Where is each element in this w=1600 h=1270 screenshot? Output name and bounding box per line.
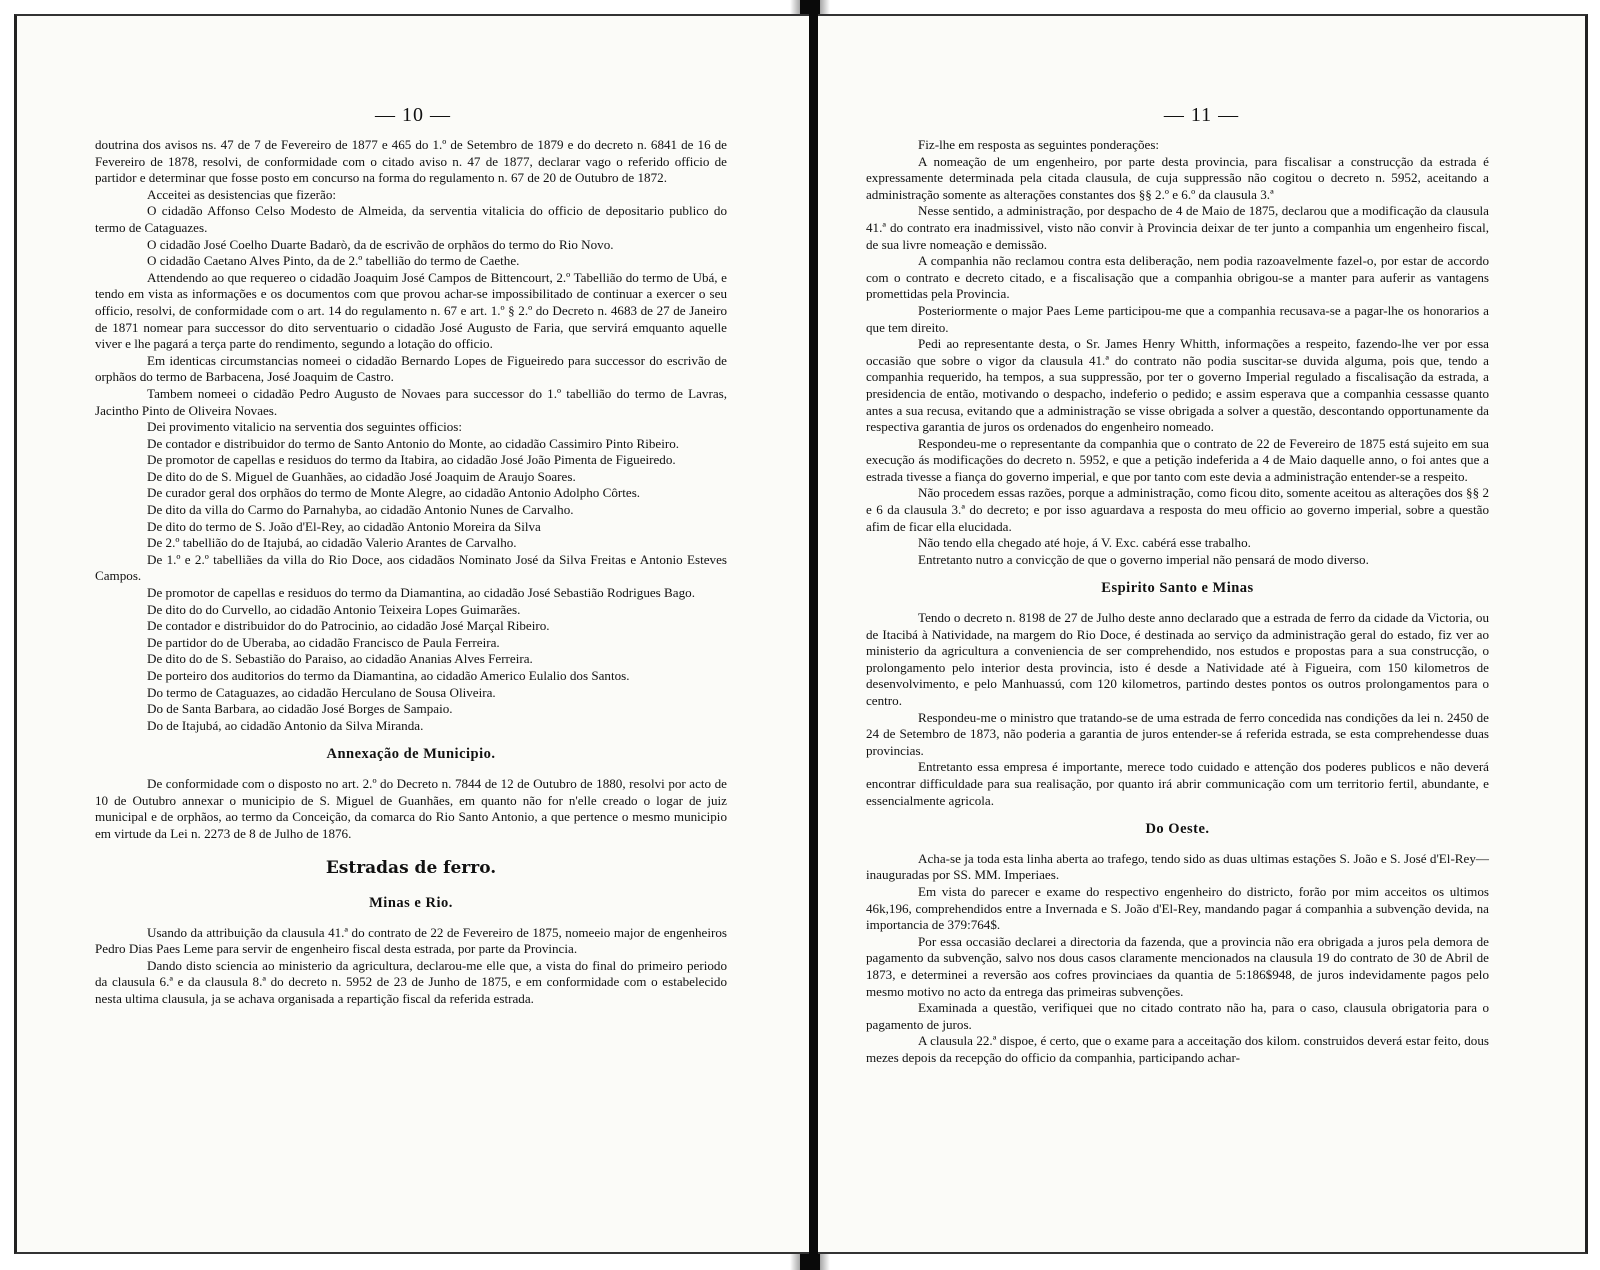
- paragraph: De conformidade com o disposto no art. 2.º do Decreto n. 7844 de 12 de Outubro de 1880, resolvi por acto de 10 de Outubro annexar o municipio de S. Miguel de Guanhães, em quanto não for n'elle creado o logar de juiz municipal e de orphãos, ao termo da Conceição, da comarca do Rio Santo Antonio, a que pertence o mesmo municipio em virtude da Lei n. 2273 de 8 de Julho de 1876.: [95, 775, 727, 841]
- section-heading-minas-rio: Minas e Rio.: [369, 894, 453, 911]
- paragraph: Não tendo ella chegado até hoje, á V. Exc. cabérá esse trabalho.: [918, 535, 1251, 551]
- section-heading-oeste: Do Oeste.: [1145, 821, 1210, 838]
- list-item: De promotor de capellas e residuos do termo da Diamantina, ao cidadão José Sebastião Rodrigues Bago.: [147, 585, 695, 601]
- paragraph: A nomeação de um engenheiro, por parte desta provincia, para fiscalisar a construcção da estrada é expressamente determinada pela citada clausula, de cuja suppressão não cogitou o decreto n. 5952, aceitando a administração somente as alterações constantes dos §§ 2.º e 6.º da clausula 3.ª: [866, 153, 1489, 202]
- paragraph: Dando disto sciencia ao ministerio da agricultura, declarou-me elle que, a vista do final do primeiro periodo da clausula 6.ª e da clausula 8.ª do decreto n. 5952 de 23 de Junho de 1875, e em conformidade com o estabelecido nesta ultima clausula, ja se achava organisada a repartição fiscal da referida estrada.: [95, 957, 727, 1006]
- paragraph: Entretanto essa empresa é importante, merece todo cuidado e attenção dos poderes publicos e não deverá encontrar difficuldade para sua realisação, por quanto irá abrir communicação com um territorio fertil, abundante, e essencialmente agricola.: [866, 759, 1489, 808]
- list-item: De dito do termo de S. João d'El-Rey, ao cidadão Antonio Moreira da Silva: [147, 518, 541, 534]
- paragraph: Tambem nomeei o cidadão Pedro Augusto de Novaes para successor do 1.º tabellião do termo de Lavras, Jacintho Pinto de Oliveira Novaes.: [95, 385, 727, 418]
- page-number-left: — 10 —: [375, 104, 451, 126]
- left-page: [14, 14, 809, 1254]
- paragraph: O cidadão Caetano Alves Pinto, da de 2.º tabellião do termo de Caethe.: [147, 253, 520, 269]
- list-item: De dito do de S. Sebastião do Paraiso, ao cidadão Ananias Alves Ferreira.: [147, 651, 533, 667]
- list-item: De partidor do de Uberaba, ao cidadão Francisco de Paula Ferreira.: [147, 634, 500, 650]
- paragraph: Usando da attribuição da clausula 41.ª do contrato de 22 de Fevereiro de 1875, nomeeio major de engenheiros Pedro Dias Paes Leme para servir de engenheiro fiscal desta estrada, por parte da Provincia.: [95, 924, 727, 957]
- paragraph: A clausula 22.ª dispoe, é certo, que o exame para a acceitação dos kilom. construidos deverá estar feito, dous mezes depois da recepção do officio da companhia, participando achar-: [866, 1033, 1489, 1065]
- paragraph: Entretanto nutro a convicção de que o governo imperial não pensará de modo diverso.: [918, 551, 1369, 567]
- paragraph: Attendendo ao que requereo o cidadão Joaquim José Campos de Bittencourt, 2.º Tabellião do termo de Ubá, e tendo em vista as informações e os documentos com que provou achar-se impossibilitado de continuar a exercer o seu officio, resolvi, de conformidade com o art. 14 do regulamento n. 67 e art. 1.º § 2.º do Decreto n. 4683 de 27 de Janeiro de 1871 nomear para successor do dito serventuario o cidadão José Augusto de Faria, que servirá emquanto aquelle viver e lhe pagará a terça parte do rendimento, segundo a lotação do officio.: [95, 269, 727, 352]
- list-item: De 2.º tabellião do de Itajubá, ao cidadão Valerio Arantes de Carvalho.: [147, 535, 517, 551]
- paragraph: Respondeu-me o ministro que tratando-se de uma estrada de ferro concedida nas condições da lei n. 2450 de 24 de Setembro de 1873, não poderia a garantia de juros entender-se á referida estrada, se esta comprehendesse duas provincias.: [866, 709, 1489, 758]
- list-item: De contador e distribuidor do do Patrocinio, ao cidadão José Marçal Ribeiro.: [147, 618, 550, 634]
- paragraph: Fiz-lhe em resposta as seguintes ponderações:: [918, 137, 1160, 152]
- paragraph: O cidadão Affonso Celso Modesto de Almeida, da serventia vitalicia do officio de depositario publico do termo de Cataguazes.: [95, 203, 727, 235]
- right-page-body: [866, 137, 1489, 1066]
- paragraph: Examinada a questão, verifiquei que no citado contrato não ha, para o caso, clausula obrigatoria para o pagamento de juros.: [866, 1000, 1489, 1032]
- list-item: De contador e distribuidor do termo de Santo Antonio do Monte, ao cidadão Cassimiro Pinto Ribeiro.: [147, 435, 680, 451]
- list-item: De dito do do Curvello, ao cidadão Antonio Teixeira Lopes Guimarães.: [147, 601, 521, 617]
- left-page-body: [95, 137, 727, 1008]
- page-number-right: — 11 —: [1163, 104, 1240, 126]
- paragraph: doutrina dos avisos ns. 47 de 7 de Fevereiro de 1877 e 465 do 1.º de Setembro de 1879 e do decreto n. 6841 de 16 de Fevereiro de 1878, resolvi, de conformidade com o citado aviso n. 47 de 1877, declarar vago o referido officio de partidor e determinar que fosse posto em concurso na forma do regulamento n. 67 de 20 de Outubro de 1872.: [95, 137, 727, 186]
- paragraph: Em identicas circumstancias nomeei o cidadão Bernardo Lopes de Figueiredo para successor do escrivão de orphãos do termo de Barbacena, José Joaquim de Castro.: [95, 352, 727, 385]
- list-item: De dito do de S. Miguel de Guanhães, ao cidadão José Joaquim de Araujo Soares.: [147, 468, 576, 484]
- section-heading-annexacao: Annexação de Municipio.: [326, 746, 496, 763]
- list-item: De curador geral dos orphãos do termo de Monte Alegre, ao cidadão Antonio Adolpho Côrtes.: [147, 485, 641, 501]
- paragraph: A companhia não reclamou contra esta deliberação, nem podia razoavelmente fazel-o, por estar de accordo com o contrato e decreto citado, e a fiscalisação que a companhia obrigou-se a manter para auferir as vantagens promettidas pela Provincia.: [866, 253, 1489, 302]
- paragraph: Em vista do parecer e exame do respectivo engenheiro do districto, forão por mim acceitos os ultimos 46k,196, comprehendidos entre a Invernada e S. João d'El-Rey, mandando pagar á companhia a subvenção devida, na importancia de 379:764$.: [866, 883, 1489, 933]
- paragraph: Acceitei as desistencias que fizerão:: [147, 186, 337, 202]
- list-item: De 1.º e 2.º tabelliães da villa do Rio Doce, aos cidadãos Nominato José da Silva Freitas e Antonio Esteves Campos.: [95, 551, 727, 584]
- list-item: Do de Santa Barbara, ao cidadão José Borges de Sampaio.: [147, 701, 453, 717]
- list-item: De promotor de capellas e residuos do termo da Itabira, ao cidadão José João Pimenta de Figueiredo.: [147, 452, 676, 468]
- right-page: [818, 14, 1588, 1254]
- section-heading-estradas: Estradas de ferro.: [325, 858, 497, 879]
- paragraph: Dei provimento vitalicio na serventia dos seguintes officios:: [147, 419, 463, 435]
- paragraph: Posteriormente o major Paes Leme participou-me que a companhia recusava-se a pagar-lhe os honorarios a que tem direito.: [866, 302, 1489, 335]
- paragraph: Respondeu-me o representante da companhia que o contrato de 22 de Fevereiro de 1875 está sujeito em sua execução ás modificações do decreto n. 5952, e que a petição indeferida a 4 de Maio daquelle anno, o foi antes que a estrada tivesse a fiança do governo imperial, e que por tanto com este devia a administração entender-se a respeito.: [866, 435, 1489, 484]
- list-item: De porteiro dos auditorios do termo da Diamantina, ao cidadão Americo Eulalio dos Santos.: [147, 668, 630, 683]
- paragraph: Por essa occasião declarei a directoria da fazenda, que a provincia não era obrigada a juros pela demora de pagamento da subvenção, salvo nos dous casos claramente mencionados na clausula 19 do contrato de 30 de Abril de 1873, e determinei a reversão aos cofres provinciaes da quantia de 5:186$948, de juros indevidamente pagos pelo mesmo motivo no acto da entrega das primeiras subvenções.: [866, 933, 1489, 999]
- paragraph: Tendo o decreto n. 8198 de 27 de Julho deste anno declarado que a estrada de ferro da cidade da Victoria, ou de Itacibá à Natividade, na margem do Rio Doce, é destinada ao serviço da administração geral do estado, fiz ver ao ministerio da agricultura a conveniencia de ser comprehendido, nos estudos e propostas para a sua construcção, o prolongamento pelo interior desta provincia, isto é desde a Natividade até à Figueira, com 150 kilometros de desenvolvimento, e pelo Manhuassú, com 120 kilometros, partindo destes pontos os outros prolongamentos para o centro.: [866, 610, 1489, 708]
- paragraph: Não procedem essas razões, porque a administração, como ficou dito, somente aceitou as alterações dos §§ 2 e 6 da clausula 3.ª do decreto; e por isso aguardava a resposta do meu officio ao governo imperial, sobre a questão afim de ficar ella elucidada.: [866, 485, 1489, 534]
- paragraph: Nesse sentido, a administração, por despacho de 4 de Maio de 1875, declarou que a modificação da clausula 41.ª do contrato era inadmissivel, visto não convir à Provincia deixar de ter junto a companhia um engenheiro fiscal, de sua livre nomeação e demissão.: [866, 203, 1489, 252]
- section-heading-espirito-santo: Espirito Santo e Minas: [1101, 580, 1254, 597]
- paragraph: Pedi ao representante desta, o Sr. James Henry Whitth, informações a respeito, fazendo-lhe ver por essa occasião que sobre o vigor da clausula 41.ª do contrato não podia suscitar-se duvida alguma, pois que, tendo a companhia requerido, ha tempos, a sua suppressão, por ter o governo Imperial regulado a fiscalisação da estrada, a presidencia de então, motivando o despacho, indeferio o pedido; e assim esperava que a companhia cessasse quanto antes a sua recusa, evitando que a administração se visse obrigada a solver a questão, descontando opportunamente da respectiva garantia de juros os ordenados do engenheiro nomeado.: [866, 336, 1489, 435]
- list-item: De dito da villa do Carmo do Parnahyba, ao cidadão Antonio Nunes de Carvalho.: [147, 502, 574, 518]
- list-item: Do de Itajubá, ao cidadão Antonio da Silva Miranda.: [147, 717, 424, 733]
- paragraph: Acha-se ja toda esta linha aberta ao trafego, tendo sido as duas ultimas estações S. João e S. José d'El-Rey—inauguradas por SS. MM. Imperiaes.: [866, 850, 1489, 883]
- list-item: Do termo de Cataguazes, ao cidadão Herculano de Sousa Oliveira.: [147, 684, 496, 700]
- paragraph: O cidadão José Coelho Duarte Badarò, da de escrivão de orphãos do termo do Rio Novo.: [147, 236, 614, 252]
